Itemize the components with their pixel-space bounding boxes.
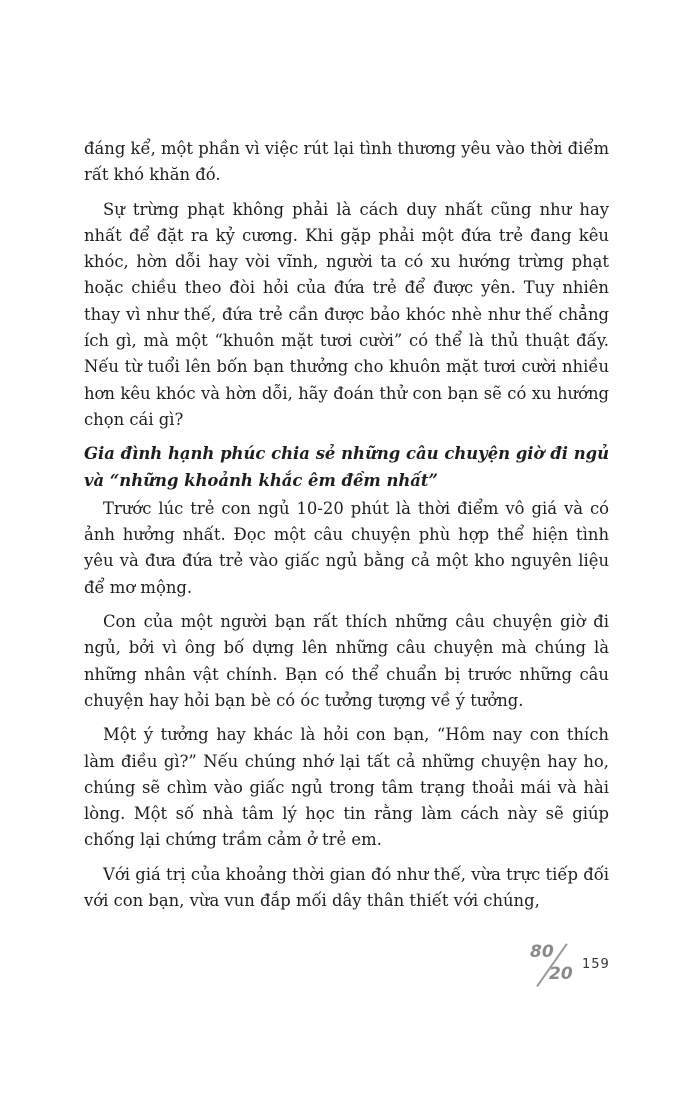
- paragraph-continuation: đáng kể, một phần vì việc rút lại tình thương yêu vào thời điểm rất khó khăn đó.: [84, 139, 609, 185]
- section-heading: Gia đình hạnh phúc chia sẻ những câu chuyện giờ đi ngủ và “những khoảnh khắc êm đềm nhất”: [84, 444, 609, 490]
- paragraph-friend-stories: Con của một người bạn rất thích những câu chuyện giờ đi ngủ, bởi vì ông bố dựng lên những câu chuyện mà chúng là những nhân vật chính. Bạn có thể chuẩn bị trước những câu chuyện hay hỏi bạn bè có óc tưởng tượng về ý tưởng.: [84, 612, 609, 710]
- page-number: 159: [582, 957, 610, 972]
- paragraph-punishment: Sự trừng phạt không phải là cách duy nhất cũng như hay nhất để đặt ra kỷ cương. Khi gặp phải một đứa trẻ đang kêu khóc, hờn dỗi hay vòi vĩnh, người ta có xu hướng trừng phạt hoặc chiều theo đòi hỏi của đứa trẻ để được yên. Tuy nhiên thay vì như thế, đứa trẻ cần được bảo khóc nhè như thế chẳng ích gì, mà một “khuôn mặt tươi cười” có thể là thủ thuật đấy. Nếu từ tuổi lên bốn bạn thưởng cho khuôn mặt tươi cười nhiều hơn kêu khóc và hờn dỗi, hãy đoán thử con bạn sẽ có xu hướng chọn cái gì?: [84, 199, 609, 429]
- logo-top-number: 80: [530, 942, 554, 962]
- logo-bottom-number: 20: [549, 964, 573, 984]
- paragraph-bedtime: Trước lúc trẻ con ngủ 10-20 phút là thời điểm vô giá và có ảnh hưởng nhất. Đọc một câu chuyện phù hợp thể hiện tình yêu và đưa đứa trẻ vào giấc ngủ bằng cả một kho nguyên liệu để mơ mộng.: [84, 498, 609, 597]
- paragraph-value-of-time: Với giá trị của khoảng thời gian đó như thế, vừa trực tiếp đối với con bạn, vừa vun đắp mối dây thân thiết với chúng,: [84, 864, 609, 911]
- paragraph-ask-child: Một ý tưởng hay khác là hỏi con bạn, “Hôm nay con thích làm điều gì?” Nếu chúng nhớ lại tất cả những chuyện hay ho, chúng sẽ chìm vào giấc ngủ trong tâm trạng thoải mái và hài lòng. Một số nhà tâm lý học tin rằng làm cách này sẽ giúp chống lại chứng trầm cảm ở trẻ em.: [84, 725, 609, 850]
- book-logo-80-20: [530, 940, 578, 990]
- body-text: [84, 136, 609, 922]
